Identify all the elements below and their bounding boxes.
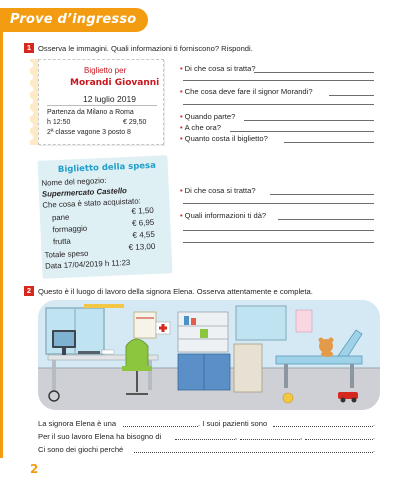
shopping-receipt bbox=[37, 155, 172, 279]
exercise-2-instruction: Questo è il luogo di lavoro della signora Elena. Osserva attentamente e completa. bbox=[38, 287, 313, 296]
sentence-1-end: . bbox=[373, 419, 376, 428]
receipt-shop-name: Supermercato Castello bbox=[41, 186, 127, 199]
answer-line[interactable] bbox=[254, 72, 374, 73]
answer-line[interactable] bbox=[183, 242, 374, 243]
section-header bbox=[0, 8, 148, 32]
sentence-2-separator: , bbox=[300, 432, 303, 441]
answer-line[interactable] bbox=[270, 194, 374, 195]
question-receipt-1: • Di che cosa si tratta? bbox=[180, 186, 256, 195]
ticket-passenger-name: Morandi Giovanni bbox=[70, 78, 160, 88]
receipt-total: € 13,00 bbox=[128, 241, 156, 252]
fill-blank[interactable] bbox=[305, 439, 373, 440]
receipt-item-price: € 6,95 bbox=[131, 217, 155, 228]
question-ticket-2: • Che cosa deve fare il signor Morandi? bbox=[180, 87, 313, 96]
page-number: 2 bbox=[30, 462, 39, 476]
margin-rule bbox=[0, 32, 3, 458]
fill-blank[interactable] bbox=[240, 439, 300, 440]
fill-blank[interactable] bbox=[273, 426, 373, 427]
answer-line[interactable] bbox=[183, 203, 374, 204]
exercise-1-number: 1 bbox=[24, 43, 34, 53]
sentence-2-start: Per il suo lavoro Elena ha bisogno di bbox=[38, 432, 162, 441]
exercise-1-instruction: Osserva le immagini. Quali informazioni ti forniscono? Rispondi. bbox=[38, 44, 253, 53]
question-ticket-1: • Di che cosa si tratta? bbox=[180, 64, 256, 73]
fill-blank[interactable] bbox=[134, 452, 373, 453]
sentence-2-end: . bbox=[373, 432, 376, 441]
ticket-price: € 29,50 bbox=[123, 119, 147, 126]
section-title: Prove d’ingresso bbox=[10, 12, 137, 27]
receipt-shop-label: Nome del negozio: bbox=[41, 175, 107, 188]
answer-line[interactable] bbox=[183, 80, 374, 81]
sentence-3-start: Ci sono dei giochi perché bbox=[38, 445, 124, 454]
question-ticket-4: • A che ora? bbox=[180, 123, 221, 132]
answer-line[interactable] bbox=[183, 104, 374, 105]
clinic-illustration bbox=[38, 300, 380, 410]
ticket-time: h 12:50 bbox=[47, 119, 71, 126]
ticket-seat: 2ª classe vagone 3 posto 8 bbox=[47, 129, 131, 136]
receipt-item-name: pane bbox=[51, 212, 70, 223]
answer-line[interactable] bbox=[183, 230, 374, 231]
answer-line[interactable] bbox=[278, 219, 374, 220]
exercise-2-number: 2 bbox=[24, 286, 34, 296]
answer-line[interactable] bbox=[230, 131, 374, 132]
sentence-3-end: . bbox=[373, 445, 376, 454]
receipt-item-price: € 1,50 bbox=[131, 205, 154, 216]
sentence-1-start: La signora Elena è una bbox=[38, 419, 117, 428]
sentence-2-separator: , bbox=[235, 432, 238, 441]
ticket-date: 12 luglio 2019 bbox=[83, 94, 136, 104]
receipt-bought-label: Che cosa è stato acquistato: bbox=[42, 196, 141, 210]
question-ticket-3: • Quando parte? bbox=[180, 112, 236, 121]
train-ticket bbox=[38, 59, 164, 145]
receipt-item-price: € 4,55 bbox=[132, 229, 156, 240]
receipt-total-label: Totale speso bbox=[44, 248, 89, 260]
ticket-heading: Biglietto per bbox=[84, 66, 127, 75]
fill-blank[interactable] bbox=[123, 426, 198, 427]
answer-line[interactable] bbox=[284, 142, 374, 143]
answer-line[interactable] bbox=[329, 95, 374, 96]
answer-line[interactable] bbox=[244, 120, 374, 121]
receipt-item-name: frutta bbox=[52, 236, 71, 247]
sentence-1-mid: . I suoi pazienti sono bbox=[198, 419, 268, 428]
fill-blank[interactable] bbox=[175, 439, 235, 440]
receipt-title: Biglietto della spesa bbox=[57, 160, 157, 176]
question-ticket-5: • Quanto costa il biglietto? bbox=[180, 134, 268, 143]
ticket-route: Partenza da Milano a Roma bbox=[47, 109, 134, 116]
receipt-item-name: formaggio bbox=[52, 223, 88, 235]
receipt-datetime: Data 17/04/2019 h 11:23 bbox=[44, 257, 131, 271]
question-receipt-2: • Quali informazioni ti dà? bbox=[180, 211, 267, 220]
ticket-divider bbox=[47, 105, 157, 106]
